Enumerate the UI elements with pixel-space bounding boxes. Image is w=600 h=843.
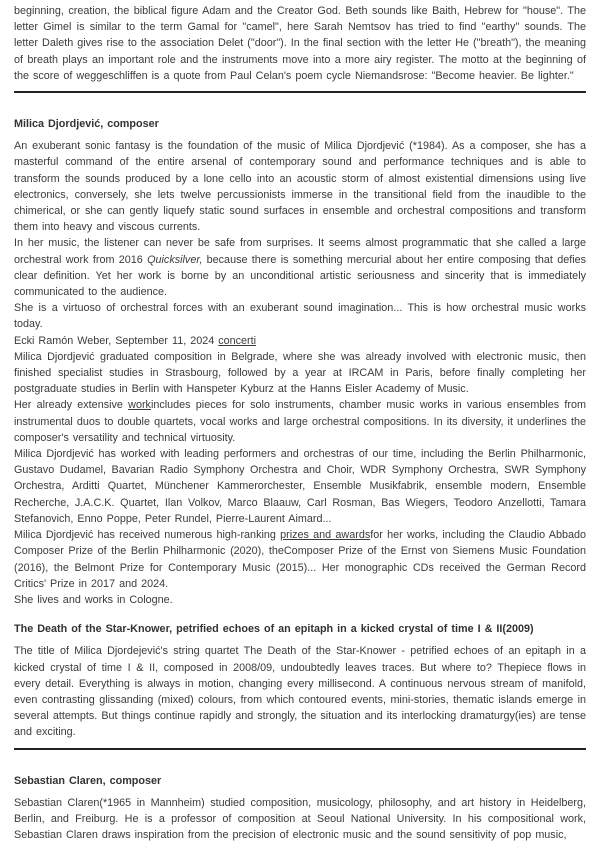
milica-education-paragraph: Milica Djordjević graduated composition in Belgrade, where she was already involved with electronic music, then finished specialist studies in Strasbourg, followed by a year at IRCAM in Paris, before finally completing her postgraduate studies in Berlin with Hanspeter Kyburz at the Hanns Eisler Academy of Music.: [14, 350, 586, 396]
work-description-paragraph: The title of Milica Djordejević's string quartet The Death of the Star-Knower - petrified echoes of an epitaph in a kicked crystal of time I & II, composed in 2008/09, undoubtedly leaves traces. But where to? Thepiece flows in every detail. Everything is always in motion, changing every millisecond. A continuous nervous stream of manifold, even contrasting glissanding (mixed) colours, from which contoured events, mini-stories, thematic islands emerge in several attempts. But things continue rapidly and strongly, the situation and its interlocking dramaturgy(ies) are tense and exciting.: [14, 645, 586, 739]
link-prizes-and-awards[interactable]: prizes and awards: [280, 529, 371, 542]
work-title-quicksilver-italic: Quicksilver,: [147, 253, 203, 266]
composer-heading-sebastian-claren: Sebastian Claren, composer: [14, 774, 162, 787]
work-heading-death-of-the-star-knower: The Death of the Star-Knower, petrified echoes of an epitaph in a kicked crystal of time I & II(2009): [14, 623, 534, 636]
milica-oeuvre-paragraph: [14, 397, 586, 446]
section-divider-bottom: [14, 748, 586, 750]
section-sebastian-claren: [14, 773, 586, 843]
milica-quote-paragraph: She is a virtuoso of orchestral forces with an exuberant sound imagination... This is how orchestral music works today.: [14, 302, 586, 331]
claren-bio-paragraph: Sebastian Claren(*1965 in Mannheim) studied composition, musicology, philosophy, and art history in Heidelberg, Berlin, and Freiburg. He is a professor of composition at Seoul National University. In his compositional work, Sebastian Claren draws inspiration from the precision of electronic music and the sound sensitivity of pop music,: [14, 796, 586, 842]
milica-residence-paragraph: She lives and works in Cologne.: [14, 593, 173, 606]
milica-p8-text-before: Milica Djordjević has received numerous high-ranking: [14, 529, 281, 542]
quote-attribution-text: Ecki Ramón Weber, September 11, 2024: [14, 334, 219, 347]
milica-collaborations-paragraph: Milica Djordjević has worked with leading performers and orchestras of our time, including the Berlin Philharmonic, Gustavo Dudamel, Bavarian Radio Symphony Orchestra and Choir, WDR Symphony Orchestra, SWR Symphony Orchestra, Arditti Quartet, Münchener Kammerorchester, Ensemble Musikfabrik, ensemble modern, Ensemble Recherche, J.A.C.K. Quartet, Ilan Volkov, Marco Blaauw, Carl Rosman, Bas Wiegers, Teodoro Anzellotti, Tamara Stefanovich, Enno Poppe, Peter Rundel, Pierre-Laurent Aimard...: [14, 448, 586, 525]
milica-p6-text-before: Her already extensive: [14, 399, 129, 412]
milica-p8-text-after: for her works, including the Claudio Abbado Composer Prize of the Berlin Philharmonic (2020), theComposer Prize of the Ernst von Siemens Music Foundation (2016), the Belmont Prize for Contemporary Music (2015)... Her monographic CDs received the German Record Critics' Prize in 2017 and 2024.: [14, 529, 586, 590]
milica-p2-text-after: because there is something mercurial about her entire composing that defies clear definition. Yet her work is borne by an unconditional artistic seriousness and sincerity that is immediately communicated to the audience.: [14, 253, 587, 299]
section-milica-djordjevic: [14, 116, 586, 741]
link-work[interactable]: work: [128, 399, 151, 412]
milica-awards-paragraph: [14, 527, 586, 592]
milica-p2-text-before: In her music, the listener can never be safe from surprises. It seems almost programmatic that she called a large orchestral work from 2016: [14, 237, 586, 266]
intro-fragment-paragraph: beginning, creation, the biblical figure Adam and the Creator God. Beth sounds like Baith, Hebrew for "house". The letter Gimel is similar to the term Gamal for "camel", here Sarah Nemtsov has tried to find "earthy" sounds. The letter Daleth gives rise to the association Delet ("door"). In the final section with the letter He ("breath"), the meaning of breath plays an important role and the instruments move into a more airy register. The motto at the beginning of the score of weggeschliffen is a quote from Paul Celan's poem cycle Niemandsrose: "Become heavier. Be lighter.": [14, 5, 586, 82]
milica-bio-paragraph-2: [14, 235, 586, 300]
milica-bio-paragraph-1: An exuberant sonic fantasy is the foundation of the music of Milica Djordjević (*1984). As a composer, she has a masterful command of the entire arsenal of contemporary sound and performance techniques and is able to transform the sounds produced by a lone cello into an acoustic storm of almost existential dimensions using live electronics, conversely, she lets twelve percussionists immerse in the transitional field from the inaudible to the chimerical, or she can gently liquefy static sound surfaces in ensemble and orchestral compositions and transform them into heavy and viscous currents.: [14, 140, 586, 234]
link-concerti[interactable]: concerti: [218, 334, 257, 347]
section-divider-top: [14, 91, 586, 93]
milica-p6-text-after: includes pieces for solo instruments, chamber music works in various ensembles from instrumental duos to double quartets, vocal works and large orchestral compositions. In its diversity, it underlines the composer's versatility and technical virtuosity.: [14, 399, 586, 444]
milica-quote-attribution: [14, 333, 586, 349]
composer-heading-milica-djordjevic: Milica Djordjević, composer: [14, 118, 159, 131]
